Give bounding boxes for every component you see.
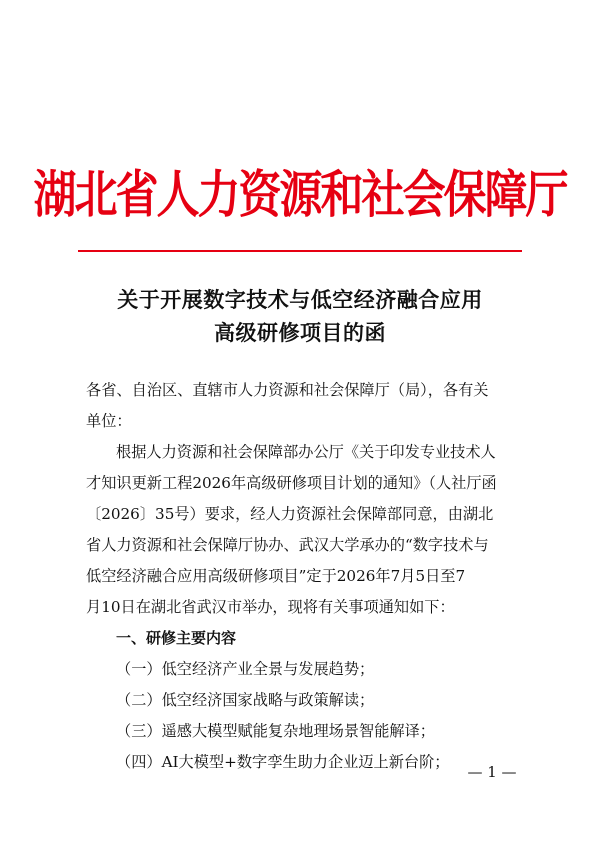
content-item-2	[86, 685, 516, 716]
section-heading	[86, 623, 516, 654]
content-item-3	[86, 716, 516, 747]
paragraph-line-3	[86, 499, 516, 530]
document-title	[0, 283, 600, 349]
salutation-line-1	[86, 375, 516, 406]
paragraph-text-6: 月10日在湖北省武汉市举办，现将有关事项通知如下：	[86, 598, 455, 616]
content-item-1	[86, 654, 516, 685]
masthead-red-rule	[78, 250, 522, 252]
paragraph-line-4	[86, 530, 516, 561]
paragraph-text-1: 根据人力资源和社会保障部办公厅《关于印发专业技术人	[116, 443, 496, 461]
content-item-text-3: （三）遥感大模型赋能复杂地理场景智能解译；	[116, 722, 435, 740]
paragraph-text-5: 低空经济融合应用高级研修项目”定于2026年7月5日至7	[86, 567, 466, 585]
issuer-masthead: 湖北省人力资源和社会保障厅	[33, 165, 567, 225]
content-item-4	[86, 747, 516, 778]
content-item-text-1: （一）低空经济产业全景与发展趋势；	[116, 660, 375, 678]
salutation-line-2	[86, 406, 516, 437]
paragraph-line-1	[86, 437, 516, 468]
paragraph-text-2: 才知识更新工程2026年高级研修项目计划的通知》（人社厅函	[86, 474, 497, 492]
section-heading-text: 一、研修主要内容	[116, 629, 237, 647]
paragraph-line-5	[86, 561, 516, 592]
salutation-text-1: 各省、自治区、直辖市人力资源和社会保障厅（局），各有关	[86, 381, 489, 399]
paragraph-text-4: 省人力资源和社会保障厅协办、武汉大学承办的“数字技术与	[86, 536, 489, 554]
content-item-text-4: （四）AI大模型+数字孪生助力企业迈上新台阶；	[116, 753, 450, 771]
page-number: — 1 —	[467, 763, 517, 781]
salutation-text-2: 单位：	[86, 412, 132, 430]
paragraph-line-6	[86, 592, 516, 623]
document-title-line-2: 高级研修项目的函	[214, 320, 386, 345]
paragraph-text-3: 〔2026〕35号）要求，经人力资源社会保障部同意，由湖北	[86, 505, 494, 523]
paragraph-line-2	[86, 468, 516, 499]
document-title-line-1: 关于开展数字技术与低空经济融合应用	[117, 287, 483, 312]
content-item-text-2: （二）低空经济国家战略与政策解读；	[116, 691, 375, 709]
document-body	[86, 375, 516, 778]
